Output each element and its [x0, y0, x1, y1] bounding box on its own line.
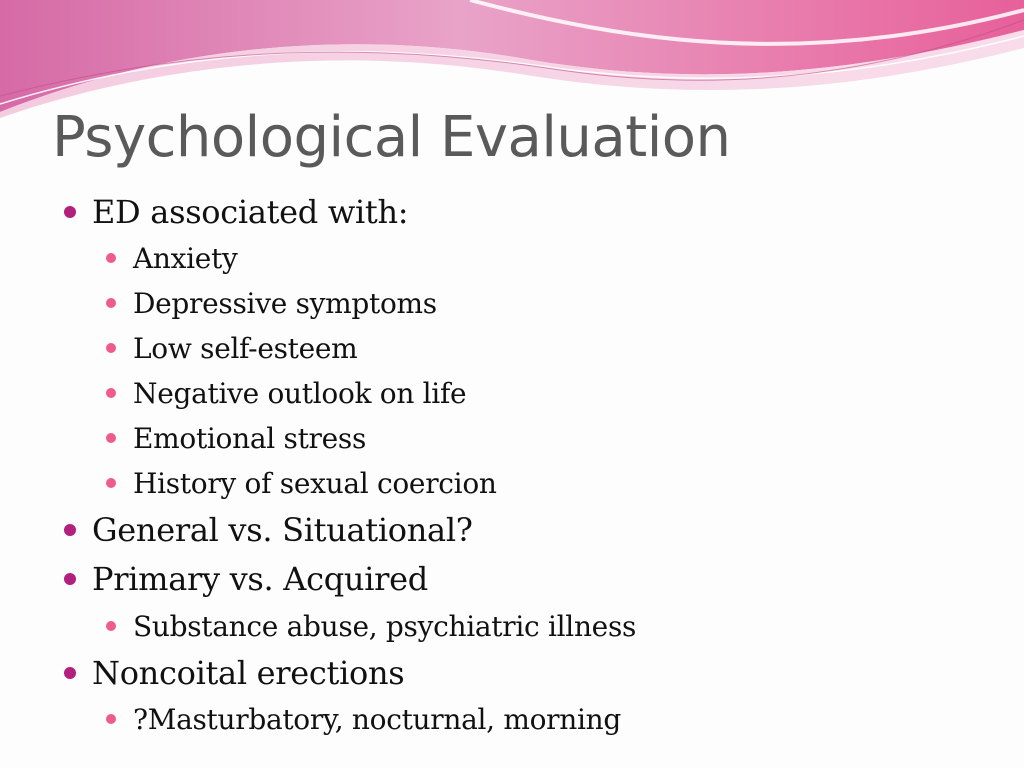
- sub-bullet-text: Substance abuse, psychiatric illness: [133, 609, 637, 643]
- sub-bullet-icon: [106, 388, 116, 398]
- sub-bullet-icon: [106, 621, 116, 631]
- sub-bullet-text: Depressive symptoms: [133, 286, 437, 320]
- sub-bullet-icon: [106, 343, 116, 353]
- sub-bullet-item: [106, 240, 238, 276]
- slide-title: Psychological Evaluation: [52, 105, 731, 170]
- sub-bullet-item: [106, 330, 357, 366]
- sub-bullet-icon: [106, 433, 116, 443]
- bullet-item: [64, 192, 408, 232]
- sub-bullet-text: History of sexual coercion: [133, 466, 497, 500]
- bullet-item: [64, 653, 404, 693]
- bullet-text: General vs. Situational?: [92, 511, 473, 549]
- sub-bullet-item: [106, 701, 621, 737]
- bullet-item: [64, 559, 428, 599]
- sub-bullet-text: ?Masturbatory, nocturnal, morning: [133, 702, 621, 736]
- bullet-icon: [64, 667, 76, 679]
- sub-bullet-text: Negative outlook on life: [133, 376, 467, 410]
- sub-bullet-item: [106, 285, 437, 321]
- sub-bullet-item: [106, 465, 497, 501]
- sub-bullet-icon: [106, 298, 116, 308]
- sub-bullet-item: [106, 375, 466, 411]
- bullet-text: Noncoital erections: [92, 654, 405, 692]
- sub-bullet-text: Emotional stress: [133, 421, 367, 455]
- sub-bullet-item: [106, 420, 366, 456]
- bullet-text: ED associated with:: [92, 193, 409, 231]
- sub-bullet-item: [106, 608, 636, 644]
- sub-bullet-icon: [106, 253, 116, 263]
- bullet-icon: [64, 206, 76, 218]
- sub-bullet-icon: [106, 478, 116, 488]
- bullet-icon: [64, 573, 76, 585]
- bullet-item: [64, 510, 473, 550]
- sub-bullet-text: Anxiety: [133, 241, 238, 275]
- sub-bullet-text: Low self-esteem: [133, 331, 358, 365]
- bullet-text: Primary vs. Acquired: [92, 560, 428, 598]
- bullet-icon: [64, 524, 76, 536]
- sub-bullet-icon: [106, 714, 116, 724]
